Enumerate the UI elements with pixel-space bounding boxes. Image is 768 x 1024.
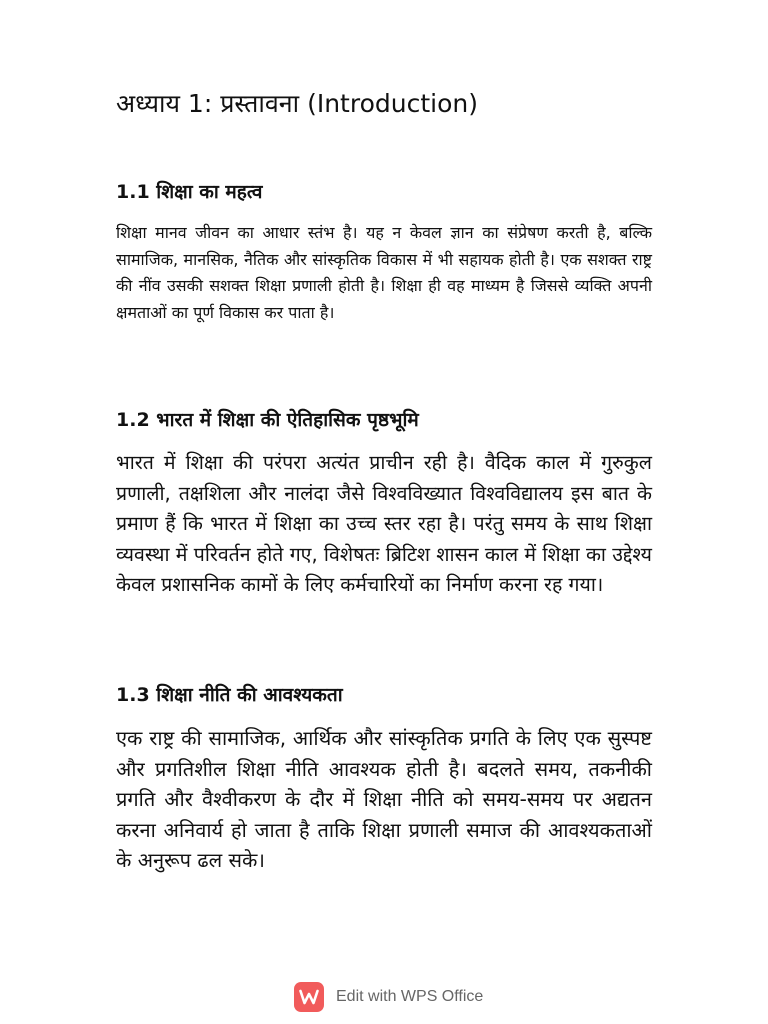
section-body-1-2: भारत में शिक्षा की परंपरा अत्यंत प्राचीन रही है। वैदिक काल में गुरुकुल प्रणाली, तक्षशिला और नालंदा जैसे विश्वविख्यात विश्वविद्यालय इस बात के प्रमाण हैं कि भारत में शिक्षा का उच्च स्तर रहा है। परंतु समय के साथ शिक्षा व्यवस्था में परिवर्तन होते गए, विशेषतः ब्रिटिश शासन काल में शिक्षा का उद्देश्य केवल प्रशासनिक कामों के लिए कर्मचारियों का निर्माण करना रह गया। [116, 451, 652, 596]
wps-office-logo-icon[interactable] [294, 982, 324, 1012]
section-heading-1-2: 1.2 भारत में शिक्षा की ऐतिहासिक पृष्ठभूमि [116, 409, 419, 431]
chapter-title: अध्याय 1: प्रस्तावना (Introduction) [116, 89, 478, 118]
section-body-1-3: एक राष्ट्र की सामाजिक, आर्थिक और सांस्कृतिक प्रगति के लिए एक सुस्पष्ट और प्रगतिशील शिक्षा नीति आवश्यक होती है। बदलते समय, तकनीकी प्रगति और वैश्वीकरण के दौर में शिक्षा नीति को समय-समय पर अद्यतन करना अनिवार्य हो जाता है ताकि शिक्षा प्रणाली समाज की आवश्यकताओं के अनुरूप ढल सके। [116, 726, 652, 872]
edit-with-wps-link[interactable] [294, 982, 483, 1012]
section-heading-1-1: 1.1 शिक्षा का महत्व [116, 181, 263, 203]
wps-w-glyph-icon [299, 989, 319, 1005]
section-heading-1-3: 1.3 शिक्षा नीति की आवश्यकता [116, 684, 343, 706]
section-body-1-1: शिक्षा मानव जीवन का आधार स्तंभ है। यह न केवल ज्ञान का संप्रेषण करती है, बल्कि सामाजिक, मानसिक, नैतिक और सांस्कृतिक विकास में भी सहायक होती है। एक सशक्त राष्ट्र की नींव उसकी सशक्त शिक्षा प्रणाली होती है। शिक्षा ही वह माध्यम है जिससे व्यक्ति अपनी क्षमताओं का पूर्ण विकास कर पाता है। [116, 223, 652, 322]
edit-with-wps-label[interactable]: Edit with WPS Office [336, 988, 484, 1005]
